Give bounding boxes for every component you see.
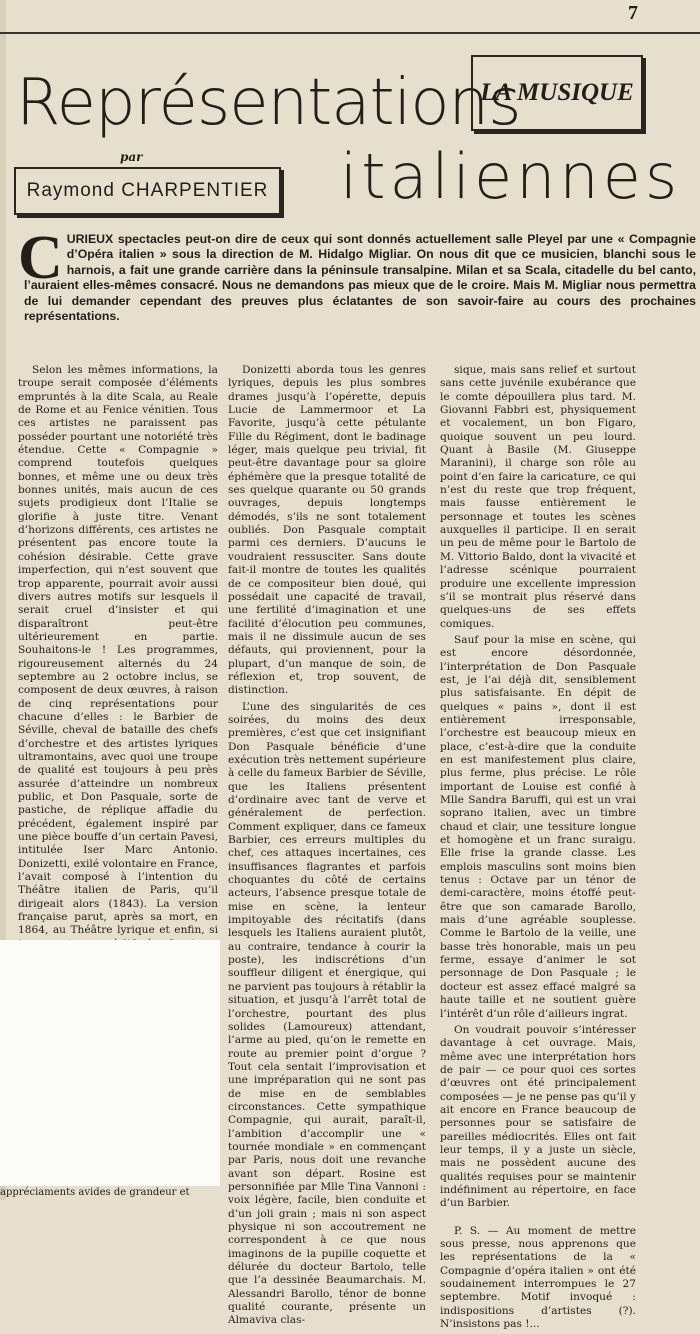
top-rule xyxy=(0,32,700,34)
author-name: Raymond CHARPENTIER xyxy=(26,180,269,201)
section-rubric: LA MUSIQUE xyxy=(471,55,643,131)
column-paragraph: On voudrait pouvoir s’intéresser davantage à cet ouvrage. Mais, même avec une interprétation hors de pair — ce pour quoi ces sortes d’œuvres ont été principalement composées — je ne pense pas qu’il y ait encore en France beaucoup de personnes pour se satisfaire de pareilles médiocrités. Elles ont fait leur temps, il y a juste un siècle, mais ne possèdent aucune des qualités requises pour se maintenir indéfiniment au répertoire, en face d’un Barbier. xyxy=(440,1023,636,1210)
page-number: 7 xyxy=(628,2,638,24)
blank-area xyxy=(0,940,220,1186)
column-paragraph: L’une des singularités de ces soirées, du moins des deux premières, c’est que cet insignifiant Don Pasquale bénéficie d’une exécution très nettement supérieure à celle du fameux Barbier de Séville, que les Italiens présentent d’ordinaire avec tant de verve et généralement de perfection. Comment expliquer, dans ce fameux Barbier, ces erreurs multiples du chef, ces attaques incertaines, ces insuffisances flagrantes et parfois choquantes du côté de certains acteurs, l’absence presque totale de mise en scène, la lenteur impitoyable des récitatifs (dans lesquels les Italiens auraient plutôt, au contraire, tendance à courir la poste), les indiscrétions d’un souffleur diligent et énergique, qui ne parvient pas toujours à rétablir la situation, et jusqu’à l’arrêt total de l’orchestre, pourtant des plus solides (Lamoureux) attendant, l’arme au pied, qu’on le remette en route au premier point d’orgue ? Tout cela sentait l’improvisation et une impréparation qui ne sont pas de mise en de semblables circonstances. Cette sympathique Compagnie, qui aurait, paraît-il, l’ambition d’accomplir une « tournée mondiale » en commençant par Paris, nous doit une revanche avant son départ. Rosine est personnifiée par Mlle Tina Vannoni : voix légère, facile, bien conduite et d’un joli grain ; mais ni son aspect physique ni son accoutrement ne correspondent à ce que nous imaginons de la pupille coquette et délurée du docteur Bartolo, telle que l’a dessinée Beaumarchais. M. Alessandri Barollo, ténor de bonne qualité courante, présente un Almaviva clas- xyxy=(228,700,426,1327)
headline-line-2: italiennes xyxy=(340,140,682,213)
intro-paragraph xyxy=(18,224,696,324)
column-paragraph: Donizetti aborda tous les genres lyriques, depuis les plus sombres drames jusqu’à l’opérette, depuis Lucie de Lammermoor et La Favorite, jusqu’à cette pétulante Fille du Régiment, dont le badinage léger, mais quelque peu trivial, fit peut-être davantage pour sa gloire éphémère que la presque totalité de ses quelque quarante ou 50 grands ouvrages, depuis longtemps démodés, s’ils ne sont totalement oubliés. Don Pasquale comptait parmi ces derniers. D’aucuns le voudraient ressusciter. Sans doute fait-il montre de toutes les qualités de ce compositeur bien doué, qui possédait une capacité de travail, une fertilité d’imagination et une facilité d’élocution peu communes, mais il ne dissimule aucun de ses défauts, qui proviennent, pour la plupart, d’un manque de soin, de réflexion et, trop souvent, de distinction. xyxy=(228,364,426,697)
postscript: P. S. — Au moment de mettre sous presse, nous apprenons que les représentations de la « Compagnie d’opéra italien » ont été soudainement interrompues le 27 septembre. Motif invoqué : indispositions d’artistes (?). N’insistons pas !... xyxy=(440,1224,636,1331)
drop-cap: C xyxy=(18,224,63,292)
byline-prefix: par xyxy=(120,150,143,164)
article-column-3 xyxy=(440,364,636,1334)
column-paragraph: Selon les mêmes informations, la troupe serait composée d’éléments empruntés à la dite Scala, au Reale de Rome et au Fenice vénitien. Tous ces artistes ne paraissent pas posséder pourtant une notoriété très étendue. Cette « Compagnie » comprend toutefois quelques bonnes, et même une ou deux très bonnes unités, mais aucun de ces sujets prodigieux dont l’Italie se glorifie à juste titre. Venant d’horizons différents, ces artistes ne présentent pas encore toute la cohésion désirable. Cette grave imperfection, qui n’est souvent que trop apparente, pourrait avoir aussi divers autres motifs sur lesquels il serait cruel d’insister et qui disparaîtront peut-être ultérieurement en partie. Souhaitons-le ! Les programmes, rigoureusement alternés du 24 septembre au 2 octobre inclus, se composent de deux œuvres, à raison de cinq représentations pour chacune d’elles : le Barbier de Séville, cheval de bataille des chefs d’orchestre et des artistes lyriques ultramontains, avec quoi une troupe de qualité est toujours à peu près assurée d’atteindre un nombreux public, et Don Pasquale, sorte de pastiche, de réplique affadie du précédent, également inspiré par une pièce bouffe d’un certain Pavesi, intitulée Iser Marc Antonio. Donizetti, exilé volontaire en France, l’avait composé à l’intention du Théâtre italien de Paris, qu’il dirigeait alors (1843). La version française parut, après sa mort, en 1864, au Théâtre lyrique et enfin, si xyxy=(18,364,218,937)
column-paragraph: Sauf pour la mise en scène, qui est encore désordonnée, l’interprétation de Don Pasquale est, je l’ai déjà dit, sensiblement plus satisfaisante. En dépit de quelques « pains », dont il est entièrement irresponsable, l’orchestre est beaucoup mieux en place, c’est-à-dire que la conduite en est manifestement plus claire, plus ferme, plus précise. Le rôle important de Louise est confié à Mlle Sandra Baruffi, qui est un vrai soprano italien, avec un timbre chaud et clair, une tessiture longue et homogène et un franc suraigu. Elle frise la grande classe. Les emplois masculins sont moins bien tenus : Octave par un ténor de demi-caractère, moins étoffé peut-être que son camarade Barollo, mais d’une agréable souplesse. Comme le Bartolo de la veille, une basse très honorable, mais un peu ferme, essaye d’animer le sot personnage de Don Pasquale ; le docteur est assez effacé malgré sa haute taille et ne soutient guère l’intérêt d’un rôle d’ailleurs ingrat. xyxy=(440,633,636,1020)
headline-line-1: Représentations xyxy=(16,66,521,140)
author-box xyxy=(14,167,281,215)
article-column-2 xyxy=(228,364,426,1331)
column-paragraph: sique, mais sans relief et surtout sans cette juvénile exubérance que le comte dépouillera plus tard. M. Giovanni Fabbri est, physiquement et vocalement, un bon Figaro, quoique souvent un peu lourd. Quant à Basile (M. Giuseppe Maranini), il charge son rôle au point d’en faire la caricature, ce qui n’est du reste que trop fréquent, mais fausse entièrement le personnage et toutes les scènes auxquelles il participe. Il en serait un peu de même pour le Bartolo de M. Vittorio Baldo, dont la vivacité et l’adresse scénique pourraient produire une excellente impression s’il se montrait plus réservé dans quelques-uns de ses effets comiques. xyxy=(440,364,636,630)
article-column-1 xyxy=(18,364,218,1034)
intro-text: URIEUX spectacles peut-on dire de ceux qui sont donnés actuellement salle Pleyel par une « Compagnie d’Opéra italien » sous la direction de M. Hidalgo Migliar. On nous dit que ce musicien, blanchi sous le harnois, a fait une grande carrière dans la péninsule transalpine. Milan et sa Scala, citadelle du bel canto, l’auraient elles-mêmes consacré. Nous ne demandons pas mieux que de le croire. Mais M. Migliar nous permettra de lui demander cependant des preuves plus éclatantes de son savoir-faire au cours des prochaines représentations. xyxy=(24,232,696,324)
footer-fragment: appréciaments avides de grandeur et xyxy=(0,1187,190,1198)
